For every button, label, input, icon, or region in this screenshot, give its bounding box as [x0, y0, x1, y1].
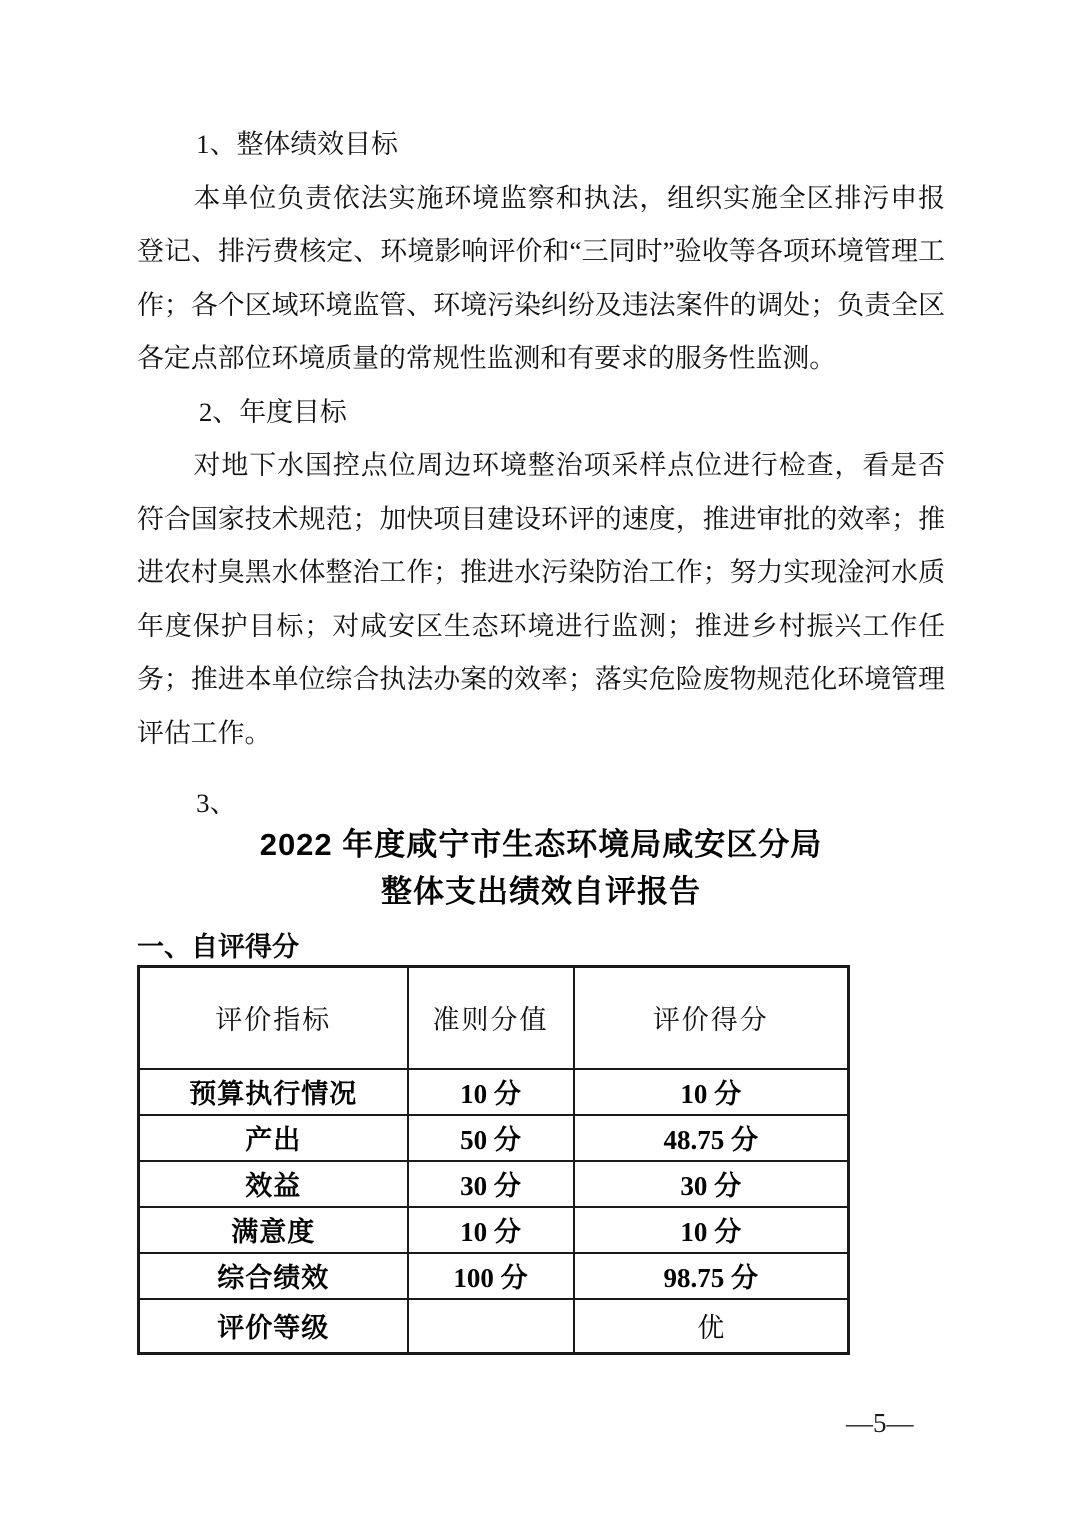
evaluation-score-value: 48.75 分: [574, 1115, 849, 1161]
row-label: 产出: [139, 1115, 408, 1161]
column-header-evaluation-score: 评价得分: [574, 966, 849, 1069]
evaluation-score-value: 10 分: [574, 1207, 849, 1253]
table-header-row: [139, 966, 849, 1069]
report-title-line1: 2022 年度咸宁市生态环境局咸安区分局: [259, 826, 823, 862]
table-row-comprehensive-performance: [139, 1253, 849, 1299]
table-row-satisfaction: [139, 1207, 849, 1253]
paragraph-overall-goal: 本单位负责依法实施环境监察和执法，组织实施全区排污申报登记、排污费核定、环境影响评价和“三同时”验收等各项环境管理工作；各个区域环境监管、环境污染纠纷及违法案件的调处；负责全区各定点部位环境质量的常规性监测和有要求的服务性监测。: [137, 182, 945, 373]
row-label: 评价等级: [139, 1299, 408, 1354]
row-label: 综合绩效: [139, 1253, 408, 1299]
self-evaluation-score-table: [137, 965, 850, 1355]
section-heading-three: 3、: [196, 788, 237, 818]
row-label: 效益: [139, 1161, 408, 1207]
row-label: 预算执行情况: [139, 1069, 408, 1115]
row-label: 满意度: [139, 1207, 408, 1253]
section-heading-overall-goal: 1、整体绩效目标: [196, 129, 398, 159]
document-content: [137, 0, 945, 1355]
criterion-score-value: 10 分: [408, 1069, 574, 1115]
paragraph-annual-goal: 对地下水国控点位周边环境整治项采样点位进行检查，看是否符合国家技术规范；加快项目建设环评的速度，推进审批的效率；推进农村臭黑水体整治工作；推进水污染防治工作；努力实现淦河水质年度保护目标；对咸安区生态环境进行监测；推进乡村振兴工作任务；推进本单位综合执法办案的效率；落实危险废物规范化环境管理评估工作。: [137, 450, 945, 748]
table-row-output: [139, 1115, 849, 1161]
evaluation-score-value: 10 分: [574, 1069, 849, 1115]
criterion-score-value: [408, 1299, 574, 1354]
column-header-criterion-score: 准则分值: [408, 966, 574, 1069]
criterion-score-value: 50 分: [408, 1115, 574, 1161]
criterion-score-value: 100 分: [408, 1253, 574, 1299]
table-row-evaluation-grade: [139, 1299, 849, 1354]
table-row-budget-execution: [139, 1069, 849, 1115]
evaluation-score-value: 98.75 分: [574, 1253, 849, 1299]
report-title-line2: 整体支出绩效自评报告: [381, 873, 701, 909]
criterion-score-value: 30 分: [408, 1161, 574, 1207]
self-score-section-heading: 一、自评得分: [137, 931, 299, 962]
table-row-benefit: [139, 1161, 849, 1207]
page-number: —5—: [846, 1408, 914, 1438]
column-header-indicator: 评价指标: [139, 966, 408, 1069]
evaluation-grade-value: 优: [574, 1299, 849, 1354]
section-heading-annual-goal: 2、年度目标: [198, 396, 347, 427]
evaluation-score-value: 30 分: [574, 1161, 849, 1207]
criterion-score-value: 10 分: [408, 1207, 574, 1253]
